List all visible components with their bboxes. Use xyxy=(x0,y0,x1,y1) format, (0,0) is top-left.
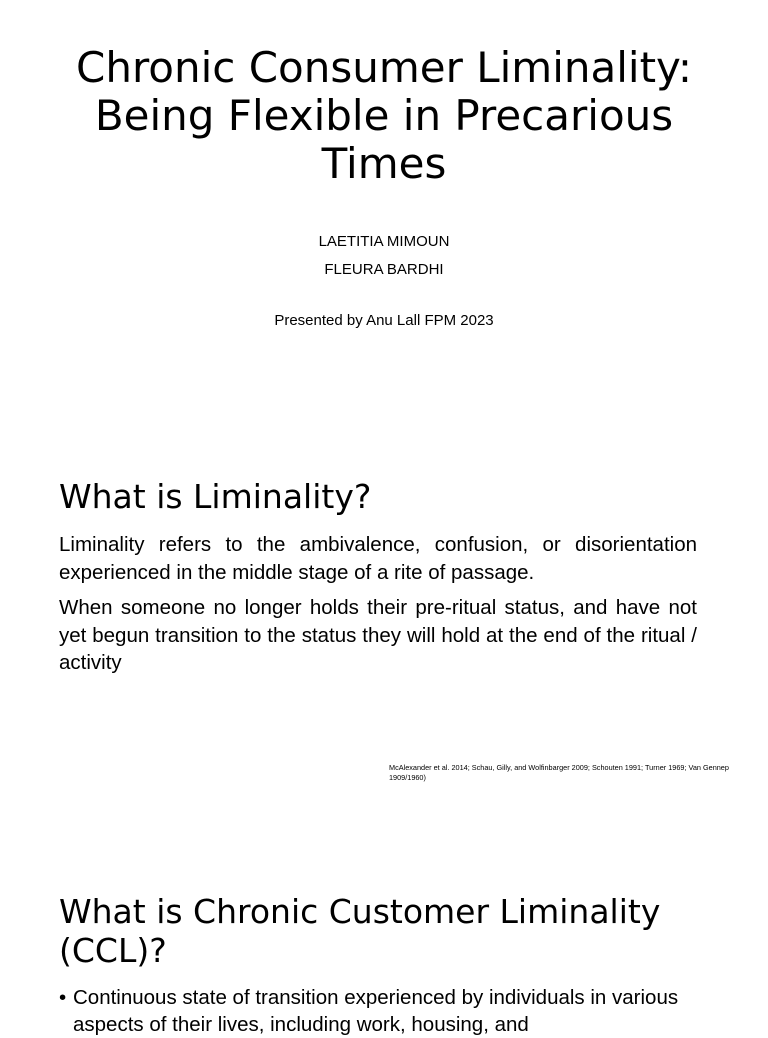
body-paragraph: Liminality refers to the ambivalence, confusion, or disorientation experienced in the middle stage of a rite of passage. xyxy=(59,533,697,584)
body-paragraph: When someone no longer holds their pre-ritual status, and have not yet begun transition to the status they will hold at the end of the ritual / activity xyxy=(59,596,697,674)
presentation-title xyxy=(20,44,748,188)
slide-heading: What is Liminality? xyxy=(59,477,372,516)
author-name: FLEURA BARDHI xyxy=(324,261,444,278)
title-line: Chronic Consumer Liminality: xyxy=(76,43,692,92)
author-list xyxy=(0,228,768,284)
citation-note: McAlexander et al. 2014; Schau, Gilly, and Wolfinbarger 2009; Schouten 1991; Turner 1969; Van Gennep 1909/1960) xyxy=(389,763,729,782)
ccl-slide xyxy=(0,860,768,1036)
author-name: LAETITIA MIMOUN xyxy=(318,233,450,250)
bullet-icon: • xyxy=(59,986,67,1009)
slide-heading: What is Chronic Customer Liminality (CCL)? xyxy=(59,892,661,970)
bullet-item xyxy=(59,984,719,1038)
presenter-line: Presented by Anu Lall FPM 2023 xyxy=(274,312,494,329)
title-line: Being Flexible in Precarious xyxy=(94,91,674,140)
title-slide xyxy=(0,0,768,420)
bullet-text: Continuous state of transition experienced by individuals in various aspects of their lives, including work, housing, and xyxy=(73,986,679,1036)
slide-body xyxy=(59,531,697,685)
title-line: Times xyxy=(321,139,447,188)
bullet-list xyxy=(59,984,719,1038)
liminality-slide xyxy=(0,430,768,830)
